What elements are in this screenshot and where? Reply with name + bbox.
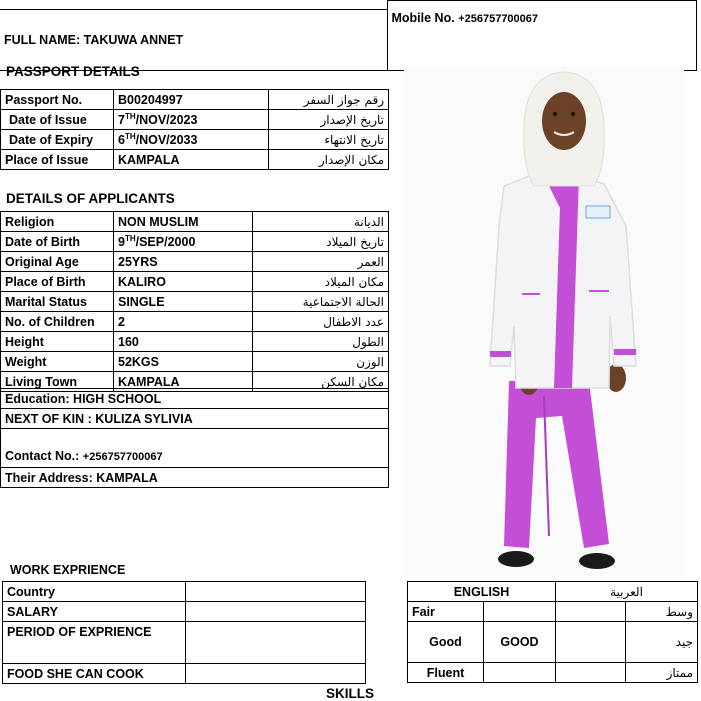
passport-value-rest: /NOV/2033 xyxy=(135,132,198,147)
applicant-label-ar: عدد الاطفال xyxy=(253,312,389,332)
applicant-row xyxy=(1,212,389,232)
passport-table xyxy=(0,89,389,170)
passport-row xyxy=(1,90,389,110)
passport-value xyxy=(114,110,269,130)
passport-label: Date of Issue xyxy=(1,110,114,130)
english-level[interactable] xyxy=(484,602,556,622)
passport-value xyxy=(114,150,269,170)
applicant-value xyxy=(114,212,253,232)
contact-label: Contact No.: xyxy=(5,449,80,463)
passport-value-sup: TH xyxy=(124,111,136,121)
applicant-value xyxy=(114,312,253,332)
applicant-label-ar: الديانة xyxy=(253,212,389,232)
passport-row xyxy=(1,150,389,170)
applicant-value-main: 160 xyxy=(118,334,139,349)
applicant-value-main: KAMPALA xyxy=(118,374,180,389)
applicant-value-main: NON MUSLIM xyxy=(118,214,199,229)
applicant-value-main: 2 xyxy=(118,314,125,329)
language-row xyxy=(408,663,698,683)
passport-value-main: 7 xyxy=(118,112,125,127)
level-label: Fair xyxy=(408,602,484,622)
contact-value: +256757700067 xyxy=(82,451,163,463)
passport-label: Place of Issue xyxy=(1,150,114,170)
work-label: PERIOD OF EXPRIENCE xyxy=(3,622,186,664)
full-name-value: TAKUWA ANNET xyxy=(83,32,184,47)
applicant-label-ar: الوزن xyxy=(253,352,389,372)
mobile-value: +256757700067 xyxy=(458,13,539,25)
applicant-value xyxy=(114,332,253,352)
work-value[interactable] xyxy=(186,582,366,602)
contact-row xyxy=(1,429,389,468)
level-label-ar: جيد xyxy=(626,622,698,663)
applicant-value xyxy=(114,292,253,312)
passport-value-main: B00204997 xyxy=(118,92,183,107)
applicant-label-ar: مكان السكن xyxy=(253,372,389,392)
arabic-level[interactable] xyxy=(556,663,626,683)
passport-value xyxy=(114,90,269,110)
work-label: SALARY xyxy=(3,602,186,622)
passport-row xyxy=(1,130,389,150)
applicant-value-main: KALIRO xyxy=(118,274,166,289)
applicant-row xyxy=(1,332,389,352)
passport-label-ar: تاريخ الإصدار xyxy=(269,110,389,130)
applicant-value-main: SINGLE xyxy=(118,294,165,309)
applicant-label: Original Age xyxy=(1,252,114,272)
applicant-row xyxy=(1,232,389,252)
applicant-photo-image xyxy=(404,66,684,576)
work-value[interactable] xyxy=(186,602,366,622)
applicant-label: Date of Birth xyxy=(1,232,114,252)
passport-value-rest: /NOV/2023 xyxy=(135,112,198,127)
language-row xyxy=(408,602,698,622)
passport-label-ar: مكان الإصدار xyxy=(269,150,389,170)
address-row: Their Address: KAMPALA xyxy=(1,468,389,488)
passport-value xyxy=(114,130,269,150)
applicant-value-sup: TH xyxy=(124,233,136,243)
applicant-row xyxy=(1,292,389,312)
applicant-row xyxy=(1,272,389,292)
applicant-label: Weight xyxy=(1,352,114,372)
applicant-label: Marital Status xyxy=(1,292,114,312)
work-row xyxy=(3,602,366,622)
work-value[interactable] xyxy=(186,622,366,664)
level-label-ar: ممتاز xyxy=(626,663,698,683)
skills-heading: SKILLS xyxy=(326,686,375,701)
applicant-row xyxy=(1,252,389,272)
language-row xyxy=(408,622,698,663)
work-row xyxy=(3,582,366,602)
applicant-value-rest: /SEP/2000 xyxy=(135,234,196,249)
applicant-label-ar: تاريخ الميلاد xyxy=(253,232,389,252)
education-row: Education: HIGH SCHOOL xyxy=(1,389,389,409)
applicant-label-ar: الطول xyxy=(253,332,389,352)
applicant-label: Place of Birth xyxy=(1,272,114,292)
english-level[interactable]: GOOD xyxy=(484,622,556,663)
passport-row xyxy=(1,110,389,130)
work-row xyxy=(3,664,366,684)
passport-heading: PASSPORT DETAILS xyxy=(6,64,140,79)
applicant-row xyxy=(1,312,389,332)
arabic-header: العربية xyxy=(556,582,698,602)
next-of-kin-row: NEXT OF KIN : KULIZA SYLIVIA xyxy=(1,409,389,429)
applicant-value xyxy=(114,252,253,272)
applicant-value xyxy=(114,352,253,372)
applicant-value-main: 52KGS xyxy=(118,354,159,369)
applicant-label: Living Town xyxy=(1,372,114,392)
work-label: Country xyxy=(3,582,186,602)
work-row xyxy=(3,622,366,664)
arabic-level[interactable] xyxy=(556,602,626,622)
passport-label-ar: رقم جواز السفر xyxy=(269,90,389,110)
applicant-label: No. of Children xyxy=(1,312,114,332)
applicant-label: Height xyxy=(1,332,114,352)
english-level[interactable] xyxy=(484,663,556,683)
applicant-heading: DETAILS OF APPLICANTS xyxy=(6,191,175,206)
applicant-value-main: 25YRS xyxy=(118,254,158,269)
applicant-label-ar: مكان الميلاد xyxy=(253,272,389,292)
mobile-label: Mobile No. xyxy=(391,11,455,25)
passport-value-sup: TH xyxy=(124,131,136,141)
english-header: ENGLISH xyxy=(408,582,556,602)
level-label: Fluent xyxy=(408,663,484,683)
full-name-label: FULL NAME: xyxy=(4,32,81,47)
passport-label-ar: تاريخ الانتهاء xyxy=(269,130,389,150)
passport-label: Date of Expiry xyxy=(1,130,114,150)
applicant-label-ar: الحالة الاجتماعية xyxy=(253,292,389,312)
work-label: FOOD SHE CAN COOK xyxy=(3,664,186,684)
work-table xyxy=(2,581,366,684)
applicant-value xyxy=(114,272,253,292)
arabic-level[interactable] xyxy=(556,622,626,663)
applicant-value xyxy=(114,232,253,252)
passport-label: Passport No. xyxy=(1,90,114,110)
applicant-extra-table xyxy=(0,388,389,488)
level-label-ar: وسط xyxy=(626,602,698,622)
level-label: Good xyxy=(408,622,484,663)
applicant-row xyxy=(1,352,389,372)
applicant-value-main: 9 xyxy=(118,234,125,249)
applicant-photo xyxy=(404,66,684,576)
work-heading: WORK EXPRIENCE xyxy=(10,563,126,577)
applicant-label-ar: العمر xyxy=(253,252,389,272)
work-value[interactable] xyxy=(186,664,366,684)
language-table xyxy=(407,581,698,683)
header-table xyxy=(0,0,697,71)
passport-value-main: 6 xyxy=(118,132,125,147)
applicant-table xyxy=(0,211,389,392)
applicant-label: Religion xyxy=(1,212,114,232)
passport-value-main: KAMPALA xyxy=(118,152,180,167)
